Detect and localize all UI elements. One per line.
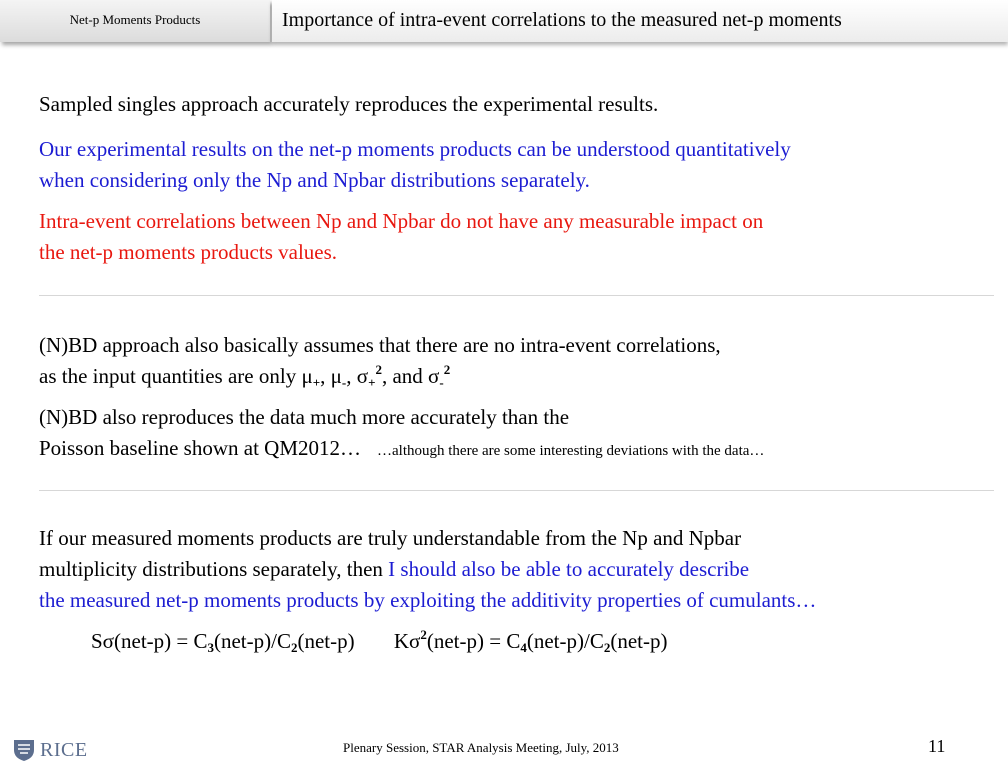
k-sigma2-formula: $K\sigma^2(net-p) = C_4(net-p)/C_2(net-p)$ xyxy=(393,627,668,655)
blue-statement-line1: Our experimental results on the net-p moments products can be understood quantitatively xyxy=(39,137,791,161)
sampled-singles-text: Sampled singles approach accurately reproduces the experimental results. xyxy=(39,92,659,116)
conclusion-line3: the measured net-p moments products by exploiting the additivity properties of cumulants… xyxy=(39,588,817,612)
section-tab-label: Net-p Moments Products xyxy=(69,12,201,27)
slide-title: Importance of intra-event correlations to the measured net-p moments xyxy=(282,9,842,31)
logo-text: RICE xyxy=(40,739,88,761)
conclusion-line1: If our measured moments products are truly understandable from the Np and Npbar xyxy=(39,526,742,550)
divider-1 xyxy=(39,295,994,296)
deviations-note: …although there are some interesting deviations with the data… xyxy=(377,443,765,459)
title-bar xyxy=(272,0,1008,42)
nbd-reproduces-line: (N)BD also reproduces the data much more accurately than the xyxy=(39,405,570,429)
blue-statement-line2: when considering only the Np and Npbar distributions separately. xyxy=(39,168,590,192)
red-statement-line2: the net-p moments products values. xyxy=(39,240,338,264)
red-statement-line1: Intra-event correlations between Np and Npbar do not have any measurable impact on xyxy=(39,209,764,233)
rice-shield-icon xyxy=(12,738,36,762)
rice-logo xyxy=(12,738,92,764)
footer-text: Plenary Session, STAR Analysis Meeting, July, 2013 xyxy=(343,740,619,755)
nbd-approach-line2: as the input quantities are only $\mu_+$, $\mu_-$, $\sigma_+^2$, and $\sigma_-^2$ xyxy=(39,362,451,390)
conclusion-line2: multiplicity distributions separately, then I should also be able to accurately describe xyxy=(39,557,750,581)
divider-2 xyxy=(39,490,994,491)
page-number: 11 xyxy=(928,736,946,756)
nbd-approach-line1: (N)BD approach also basically assumes that there are no intra-event correlations, xyxy=(39,333,721,357)
s-sigma-formula: $S\sigma(net-p) = C_3(net-p)/C_2(net-p)$ xyxy=(91,629,355,655)
section-tab xyxy=(0,0,270,42)
poisson-baseline-line: Poisson baseline shown at QM2012… …although there are some interesting deviations with the data… xyxy=(39,436,765,460)
cumulant-formulas xyxy=(91,629,667,654)
